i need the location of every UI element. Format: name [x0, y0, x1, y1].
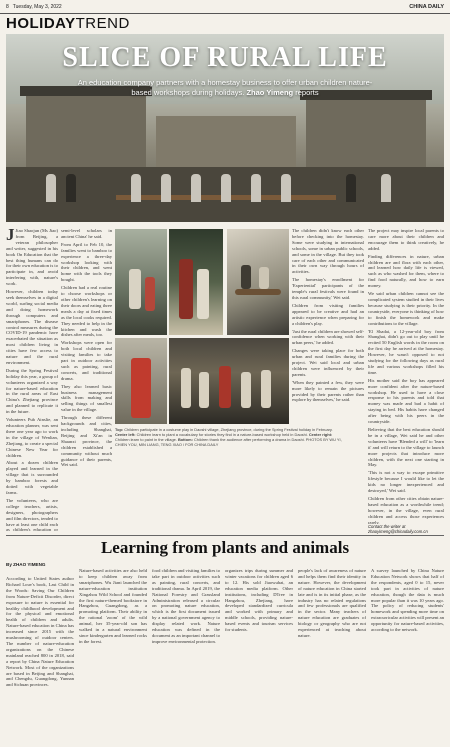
- paragraph: 'Just the rural children are showed self-confidence when working with their urban peers,' he added.: [292, 328, 364, 346]
- paragraph: About a dozen children played and learned in the village that is surrounded by bamboo forests and dotted with vegetable farms.: [6, 460, 58, 495]
- paragraph: Volunteers Pub Ainslie, an education planner, was sent there one year ago to work in the village of Wenlian, Zhejiang, to create a special Chinese New Year for children.: [6, 417, 58, 458]
- paragraph: Workshops were open for both local children and visiting families to take part in outdoor activities such as painting, rural concerts, and traditional drama.: [61, 340, 112, 381]
- paragraph: They also learned basic business management skills from making and selling things of smallest value in the village.: [61, 383, 112, 413]
- paragraph: 'El Shadai, a 12-year-old boy from Shanghai, didn't go out to play until he recited 50 English words in the room on the first day he arrived at the homestay. However, he wasn't opposed to not studying for the following days as rural life and various workshops filled his time.: [368, 328, 444, 375]
- paragraph: Children had a real routine to choose workshops or other children's learning on their doors and eating three meals a day at fixed times as the local cooks required. They needed to help in the kitchen and wash the dishes after meals, too.: [61, 285, 112, 338]
- caption-text: Children learn to paint in the village.: [115, 437, 177, 442]
- deck-author: Zhao Yimeng: [246, 88, 294, 97]
- paragraph: 'When they painted a few, they were more likely to remain the pictures provided by their parents rather than explore by themselves,' he said.: [292, 379, 364, 403]
- photo-children-outdoor: [115, 229, 167, 335]
- caption-text: Children learn to plant a vocabulary for stories they find in a nature-based workshop held in Daoshi.: [136, 432, 308, 437]
- paragraph: The volunteers, who are college teachers, artists, designers, photographers and film directors, tended to have at least one child each as children's education or: [6, 497, 58, 532]
- second-story-column-4: organizes trips during summer and winter vacations for children aged 6 to 12. His sold Jiaowuhai, an education media platform. Other institutions, including DTree in Hangzhou, Zhejiang, have developed standardized curricula and worked with primary and middle schools, providing nature-based events and tourism services for students.: [225, 568, 293, 633]
- hero-person: [131, 174, 141, 202]
- section-title-thin: TREND: [75, 15, 130, 32]
- photo-child-portrait: [115, 338, 167, 424]
- paragraph-text: Jiao Shaojun (Ms Jiao) from Beijing, a veteran philosopher and writer, suggested in his book On Education that the best thing humans can do for their own education is to participate in, and avoid interfering with, nature's work.: [6, 228, 58, 287]
- photo-figure: [261, 370, 271, 408]
- hero-person: [191, 174, 201, 202]
- paragraph: The homestay's enrollment for 'Experiential' participants of the temple's rural festivals were found in this rural community,' Wei said.: [292, 277, 364, 300]
- photo-figure: [181, 368, 191, 408]
- paragraph: From April to Feb 10, the families went to bamboo to experience a three-day workshop looking with their children, and went home with the tools they bought.: [61, 241, 112, 283]
- paragraph: The children didn't know each other before checking into the homestay. Some were studying in international schools, some in urban public schools, and some in the village. But they took care of each other and communicated in their own way through hours of activities.: [292, 228, 364, 275]
- masthead-bar: [0, 0, 450, 14]
- photo-figure: [259, 267, 269, 289]
- paragraph: [6, 228, 58, 287]
- hero-person: [221, 174, 231, 202]
- photo-painting-class: [227, 229, 289, 335]
- photo-figure: [241, 265, 251, 289]
- hero-person: [381, 174, 391, 202]
- paragraph: Changes were taking place for both urban and rural families during the project. Wei said local and urban children were influenced by their parents.: [292, 348, 364, 377]
- paragraph: Children from other cities obtain nature-based education as a worthwhile trend; however, in the village, even rural children and access those experiences rarely.: [368, 495, 444, 524]
- feature-deck: [76, 78, 374, 98]
- masthead-left: [6, 4, 62, 10]
- photo-figure: [129, 269, 141, 309]
- paragraph: semi-level scholars in ancient China' he said.: [61, 228, 112, 239]
- caption-label: Bottom:: [177, 437, 193, 442]
- hero-building-left: [26, 94, 146, 174]
- paragraph: Children from visiting families appeared to be creative and had an artistic experience when preparing for a children's play.: [292, 302, 364, 326]
- hero-person: [161, 174, 171, 202]
- photo-figure: [145, 277, 155, 311]
- deck-text: An education company partners with a homestay business to offer urban children nature-based workshops during holidays.: [77, 78, 373, 97]
- hero-building-right: [306, 98, 426, 174]
- second-story-byline: By ZHAO YIMENG: [6, 562, 46, 567]
- caption-label: Center right:: [308, 432, 333, 437]
- paragraph: Finding differences in nature, urban children are and flora with each other, and learned how daily life is viewed, such as who washed for them, where to find food naturally, and how to earn money.: [368, 253, 444, 289]
- paragraph: 'This is not a way to escape primitive lifestyle because I would like to let the kids no longer inexperienced and destroyed,' Wei said.: [368, 470, 444, 494]
- paragraph: However, children today seek themselves in a digital world, surfing social media and doing homework through computers and smartphones. The disease control measures during the COVID-19 pandemic have exacerbated the situation as most children living in cities have few access to nature and the rural environment.: [6, 289, 58, 365]
- hero-photo: [6, 34, 444, 222]
- section-title-bold: HOLIDAY: [6, 15, 76, 32]
- caption-text: Children thank the audience after performing a drama in Daoshi.: [193, 437, 305, 442]
- paragraph: Through these different backgrounds and cities, including Shanghai, Beijing and Xi'an in Shaanxi province, the children established a community without much guidance of their parents, Wei said.: [61, 415, 112, 468]
- photo-figure: [241, 372, 251, 408]
- page-number: 8: [6, 3, 9, 10]
- second-story-column-2: Nature-based activities are also held to keep children away from smartphones. Wu Jiani launched the nature-education institution Xingzhou Wild School and founded the first nature-themed bookstore in Hangzhou, Guangdong, as a promoting platform. Their ability in the rational 'zoom' of the wild animal, her 35-year-old son has walked in a natural environment since kindergarten and learned rocks in the forest.: [79, 568, 147, 644]
- issue-date: Tuesday, May 3, 2022: [12, 3, 62, 10]
- writer-contact: Contact the writer at zhaoyimeng@chinadaily.com.cn: [368, 524, 428, 534]
- paper-name: CHINA DAILY: [409, 3, 444, 10]
- feature-title: SLICE OF RURAL LIFE: [62, 42, 388, 73]
- photo-costume-play: [169, 229, 223, 335]
- photo-figure: [197, 269, 209, 319]
- second-story-column-3: food children and visiting families to take part in outdoor activities such as painting, rural concerts, and traditional drama. In April 2019, the National Forestry and Grassland Administration released a circular on promoting nature education, which is the first document issued by a national government agency to display related work. Nature education was defined in the document as an important channel to improve environmental protection.: [152, 568, 220, 644]
- paragraph: Believing that the best education should be in a village, Wei said he and other volunteers have 'Blended a will' to 'learn it' and will return to the village to launch more projects that introduce more children, with the next one starting in May.: [368, 427, 444, 468]
- article-column-2: [61, 228, 112, 532]
- deck-reports: reports: [295, 88, 319, 97]
- photo-figure: [131, 358, 151, 418]
- section-title: [6, 15, 130, 32]
- caption-text: Children participate in a costume play in Daoshi village, Zhejiang province, during the Spring Festival holiday in February.: [124, 427, 333, 432]
- paragraph: We said urban children cannot see the complicated system studied in their lives because studying is their priority. In the countryside, everyone is thinking of how to finish the homework and make contributions to the village.: [368, 291, 444, 326]
- article-column-1: [6, 228, 58, 532]
- photo-drama-performance: [169, 338, 289, 424]
- photo-figure: [219, 366, 231, 408]
- photo-table: [235, 289, 281, 295]
- hero-person: [46, 174, 56, 202]
- article-column-3: [292, 228, 364, 532]
- hero-person: [346, 174, 356, 202]
- second-story-column-1: According to United States author Richard Louv's book, Last Child in the Woods: Saving Our Children from Nature-Deficit Disorder, direct exposure to nature is essential for healthy childhood development and for the physical and emotional health of children and adults. Nature-based education in China has increased since 2015 with the mushrooming of outdoor centers. The number of nature-education organizations on the Chinese mainland reached 800 in 2018, said a report by China Nature Education Network. Most of the organizations are based in Beijing and Shanghai, and Chengdu, Guangdong, Yunnan and Sichuan provinces.: [6, 576, 74, 688]
- paragraph: The project may inspire local parents to care more about their children and encourage them to think creatively, he added.: [368, 228, 444, 251]
- caption-label: Top:: [115, 427, 124, 432]
- article-column-4: [368, 228, 444, 524]
- photo-credit: PHOTOS BY WU YI, CHIEN YOU, MIN LIANG, TENG XIAO / FOR CHINA DAILY: [115, 437, 342, 447]
- photo-figure: [179, 259, 193, 319]
- drop-cap: J: [6, 228, 15, 244]
- second-story-headline: Learning from plants and animals: [100, 538, 350, 557]
- photo-figure: [199, 372, 209, 408]
- caption-label: Center left:: [115, 432, 136, 437]
- hero-person: [251, 174, 261, 202]
- hero-person: [66, 174, 76, 202]
- section-divider: [6, 535, 444, 536]
- second-story-column-5: people's lack of awareness of nature and helps them find their identity in nature. However, the development of nature education in China started late and is in its initial phase, as the industry has no related regulations and few professionals are qualified in the sector. Many teachers of nature education are graduates of biology or geography who are not experienced at teaching about nature.: [298, 568, 366, 638]
- hero-person: [281, 174, 291, 202]
- second-story-column-6: A survey launched by China Nature Education Network shows that half of the respondents, aged 0 to 15, never took part in activities of nature education, though the data is much more popular than it was 10 years ago. The policy of reducing students' homework and spending more time on extracurricular activities will present an opportunity for nature-based activities, according to the network.: [371, 568, 444, 633]
- paragraph: During the Spring Festival holiday this year, a group of volunteers organized a way for nature-based education in the rural areas of East China's Zhejiang province and planned to replicate it in the future.: [6, 367, 58, 415]
- paragraph: His mother said the boy has appeared more confident after the nature-based workshop. He used to have a close response to his parents and told that money was made and bad a habit of staying in bed. His habits have changed after being with his peers in the countryside.: [368, 377, 444, 425]
